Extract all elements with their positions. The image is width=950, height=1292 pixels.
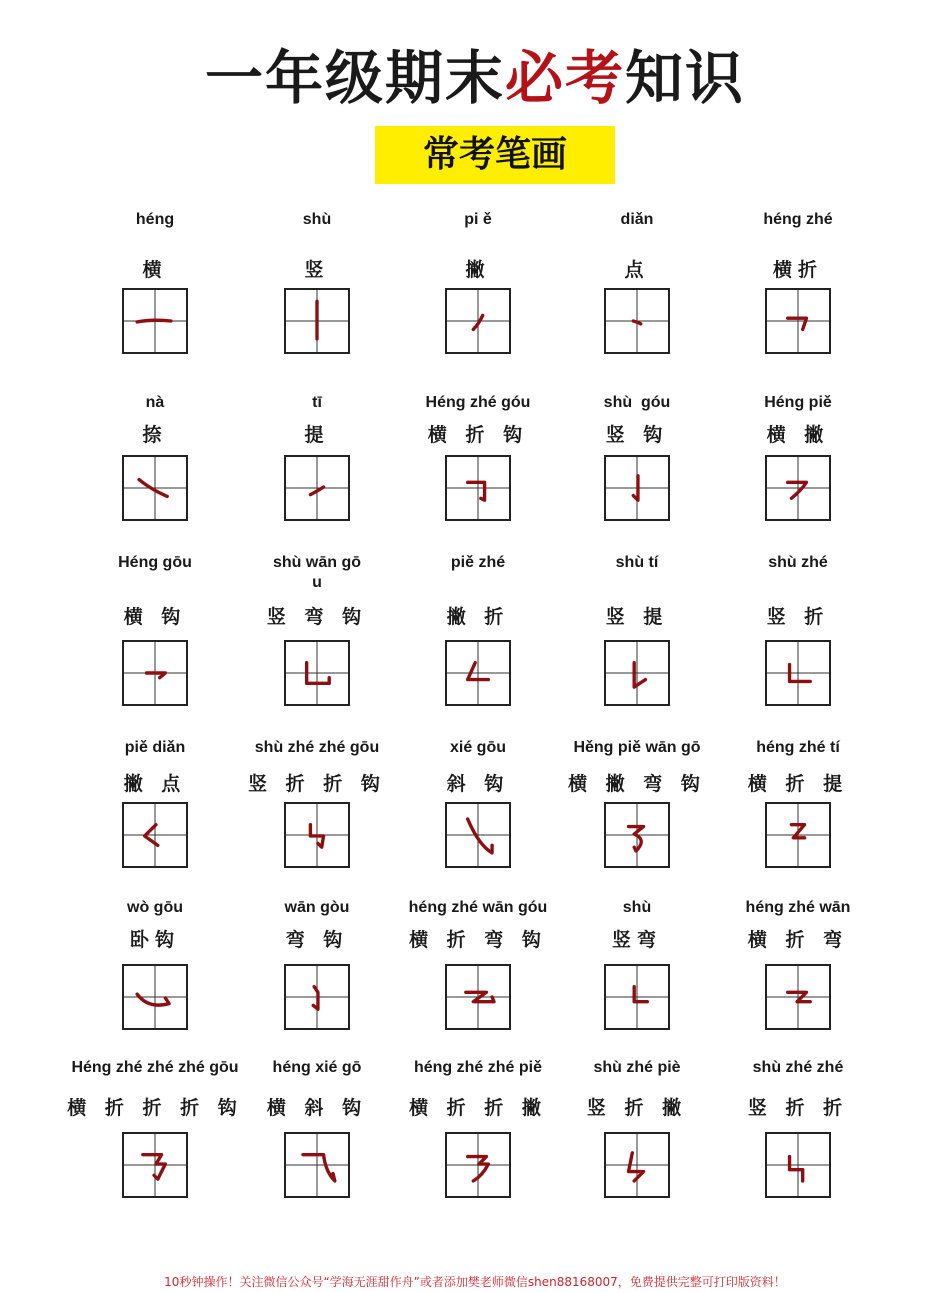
stroke-pinyin: héng zhé zhé piě <box>413 1059 542 1076</box>
tianzige-box <box>122 640 188 706</box>
stroke-path <box>137 320 171 322</box>
tianzige-box <box>284 455 350 521</box>
stroke-card <box>65 210 245 370</box>
stroke-name: 横 钩 <box>123 606 187 628</box>
stroke-path <box>468 663 489 680</box>
tianzige-box <box>284 288 350 354</box>
stroke-card <box>547 1058 727 1218</box>
stroke-hengzhezhepie-icon <box>447 1134 509 1196</box>
tianzige-box <box>122 802 188 868</box>
stroke-shuzhe-icon <box>767 642 829 704</box>
tianzige-box <box>765 455 831 521</box>
stroke-path <box>790 665 811 682</box>
stroke-path <box>313 987 318 1010</box>
tianzige-box <box>284 640 350 706</box>
page-title <box>0 42 950 114</box>
tianzige-box <box>765 640 831 706</box>
stroke-hengzheti-icon <box>767 804 829 866</box>
stroke-pie-icon <box>447 290 509 352</box>
stroke-path <box>139 480 167 497</box>
tianzige-box <box>765 964 831 1030</box>
stroke-pinyin: shù zhé zhé <box>752 1059 844 1076</box>
stroke-name: 横 <box>142 259 168 281</box>
stroke-path <box>634 663 645 687</box>
stroke-shuti-icon <box>606 642 668 704</box>
stroke-pinyin: shù wān gō u <box>273 554 361 591</box>
stroke-pinyin: pi ě <box>464 211 492 228</box>
title-highlight: 必考 <box>504 44 625 112</box>
stroke-pinyin: Hěng piě wān gō <box>573 739 701 756</box>
stroke-card <box>708 393 888 553</box>
tianzige-box <box>604 802 670 868</box>
stroke-pinyin: shù zhé zhé gōu <box>254 739 380 756</box>
stroke-name: 撇 折 <box>446 606 510 628</box>
stroke-name: 竖 折 <box>766 606 830 628</box>
stroke-pinyin: shù tí <box>615 554 659 571</box>
stroke-card <box>388 210 568 370</box>
stroke-path <box>468 482 485 500</box>
tianzige-box <box>284 964 350 1030</box>
stroke-name: 竖 弯 钩 <box>266 606 368 628</box>
stroke-pinyin: shù zhé piè <box>593 1059 681 1076</box>
tianzige-box <box>604 964 670 1030</box>
stroke-path <box>143 1155 166 1179</box>
stroke-hengzhe-icon <box>767 290 829 352</box>
tianzige-box <box>445 802 511 868</box>
stroke-path <box>788 318 807 329</box>
stroke-pinyin: nà <box>145 394 165 411</box>
stroke-name: 横 斜 钩 <box>266 1097 368 1119</box>
stroke-name: 竖 折 折 <box>747 1097 849 1119</box>
stroke-card <box>708 1058 888 1218</box>
stroke-name: 斜 钩 <box>446 773 510 795</box>
stroke-shuzhezhegou-icon <box>286 804 348 866</box>
tianzige-box <box>445 455 511 521</box>
stroke-name: 横 折 折 撇 <box>409 1097 547 1119</box>
stroke-card <box>547 898 727 1058</box>
tianzige-box <box>765 1132 831 1198</box>
tianzige-box <box>445 288 511 354</box>
stroke-name: 横 折 折 折 钩 <box>67 1097 243 1119</box>
stroke-name: 横 折 钩 <box>427 424 529 446</box>
stroke-name: 横 撇 弯 钩 <box>568 773 706 795</box>
stroke-hengzhegou-icon <box>447 457 509 519</box>
stroke-pinyin: héng zhé <box>763 211 833 228</box>
stroke-pinyin: shù zhé <box>768 554 828 571</box>
stroke-wogou-icon <box>124 966 186 1028</box>
stroke-name: 捺 <box>142 424 168 446</box>
stroke-piezhe-icon <box>447 642 509 704</box>
stroke-path <box>310 487 323 495</box>
tianzige-box <box>122 964 188 1030</box>
stroke-hengzhewan-icon <box>767 966 829 1028</box>
stroke-name: 竖 提 <box>605 606 669 628</box>
stroke-path <box>633 321 641 324</box>
tianzige-box <box>122 455 188 521</box>
tianzige-box <box>445 1132 511 1198</box>
stroke-pinyin: wān gòu <box>284 899 350 916</box>
stroke-card <box>65 1058 245 1218</box>
tianzige-box <box>604 640 670 706</box>
stroke-name: 竖 折 折 钩 <box>248 773 386 795</box>
stroke-pinyin: héng zhé wān góu <box>408 899 548 916</box>
tianzige-box <box>445 640 511 706</box>
stroke-pinyin: diǎn <box>620 211 654 228</box>
stroke-card <box>708 738 888 898</box>
stroke-card <box>65 393 245 553</box>
stroke-shuwangou-icon <box>286 642 348 704</box>
subtitle-banner: 常考笔画 <box>375 126 615 184</box>
tianzige-box <box>765 288 831 354</box>
stroke-hengzhewangou-icon <box>447 966 509 1028</box>
stroke-shuzhezhe-icon <box>767 1134 829 1196</box>
stroke-card <box>708 210 888 370</box>
stroke-path <box>629 827 644 851</box>
title-part1: 一年级期末 <box>204 44 505 112</box>
stroke-ti-icon <box>286 457 348 519</box>
stroke-card <box>547 553 727 713</box>
stroke-pinyin: tī <box>312 394 322 411</box>
stroke-card <box>388 1058 568 1218</box>
stroke-pinyin: wò gōu <box>127 899 183 916</box>
stroke-card <box>547 393 727 553</box>
stroke-pinyin: héng zhé wān <box>745 899 851 916</box>
stroke-name: 横折 <box>772 259 823 281</box>
title-part3: 知识 <box>625 44 746 112</box>
stroke-wangou-icon <box>286 966 348 1028</box>
stroke-pinyin: shù <box>302 211 332 228</box>
stroke-path <box>303 1155 335 1181</box>
stroke-card <box>388 393 568 553</box>
stroke-pinyin: Héng gōu <box>118 554 192 571</box>
stroke-card <box>547 210 727 370</box>
stroke-hengpiewangou-icon <box>606 804 668 866</box>
stroke-henggou-icon <box>124 642 186 704</box>
stroke-name: 横 折 提 <box>747 773 849 795</box>
tianzige-box <box>122 288 188 354</box>
stroke-card <box>227 1058 407 1218</box>
stroke-pinyin: Héng zhé góu <box>425 394 531 411</box>
stroke-pinyin: piě diǎn <box>124 739 186 756</box>
stroke-pinyin: Héng zhé zhé zhé gōu <box>71 1059 239 1076</box>
stroke-path <box>468 819 492 853</box>
stroke-card <box>227 898 407 1058</box>
stroke-card <box>547 738 727 898</box>
stroke-name: 横 折 弯 钩 <box>409 929 547 951</box>
stroke-pinyin: shù <box>622 899 652 916</box>
stroke-path <box>307 663 330 684</box>
stroke-name: 弯 钩 <box>285 929 349 951</box>
stroke-name: 横 折 弯 <box>747 929 849 951</box>
stroke-card <box>227 210 407 370</box>
stroke-path <box>137 994 169 1005</box>
stroke-name: 横 撇 <box>766 424 830 446</box>
stroke-card <box>227 553 407 713</box>
stroke-path <box>790 1157 803 1181</box>
stroke-path <box>145 825 158 846</box>
stroke-name: 撇 点 <box>123 773 187 795</box>
stroke-pinyin: héng zhé tí <box>756 739 840 756</box>
stroke-name: 提 <box>304 424 330 446</box>
stroke-path <box>633 476 638 500</box>
stroke-name: 卧钩 <box>129 929 180 951</box>
tianzige-box <box>284 1132 350 1198</box>
stroke-pinyin: piě zhé <box>450 554 506 571</box>
stroke-name: 撇 <box>465 259 491 281</box>
footer-note: 10秒钟操作！关注微信公众号“学海无涯甜作舟”或者添加樊老师微信shen88168007，免费提供完整可打印版资料！ <box>164 1275 786 1289</box>
stroke-piedian-icon <box>124 804 186 866</box>
stroke-xiegou-icon <box>447 804 509 866</box>
stroke-hengpie-icon <box>767 457 829 519</box>
stroke-path <box>634 987 647 1002</box>
stroke-shu-icon <box>286 290 348 352</box>
stroke-card <box>65 738 245 898</box>
stroke-pinyin: shù góu <box>603 394 671 411</box>
tianzige-box <box>284 802 350 868</box>
stroke-na-icon <box>124 457 186 519</box>
stroke-card <box>708 898 888 1058</box>
tianzige-box <box>604 1132 670 1198</box>
stroke-card <box>227 738 407 898</box>
stroke-name: 竖 <box>304 259 330 281</box>
stroke-card <box>708 553 888 713</box>
stroke-pinyin: xié gōu <box>449 739 506 756</box>
stroke-path <box>147 673 166 678</box>
stroke-name: 点 <box>624 259 650 281</box>
stroke-shuwan-icon <box>606 966 668 1028</box>
stroke-pinyin: Héng piě <box>764 394 832 411</box>
stroke-hengxiegou-icon <box>286 1134 348 1196</box>
stroke-pinyin: héng xié gō <box>272 1059 362 1076</box>
tianzige-box <box>445 964 511 1030</box>
stroke-path <box>629 1153 644 1181</box>
stroke-path <box>788 992 811 1001</box>
stroke-path <box>468 1157 489 1181</box>
stroke-name: 竖 折 撇 <box>586 1097 688 1119</box>
stroke-path <box>466 992 494 1001</box>
stroke-path <box>791 825 804 838</box>
stroke-path <box>788 482 807 498</box>
stroke-path <box>310 825 323 848</box>
stroke-shugou-icon <box>606 457 668 519</box>
stroke-dian-icon <box>606 290 668 352</box>
stroke-name: 竖 钩 <box>605 424 669 446</box>
stroke-name: 竖弯 <box>611 929 662 951</box>
stroke-card <box>227 393 407 553</box>
stroke-path <box>473 315 482 329</box>
stroke-card <box>388 738 568 898</box>
tianzige-box <box>765 802 831 868</box>
stroke-shuzhepie-icon <box>606 1134 668 1196</box>
tianzige-box <box>604 455 670 521</box>
tianzige-box <box>604 288 670 354</box>
stroke-card <box>388 898 568 1058</box>
stroke-card <box>65 898 245 1058</box>
stroke-hengzhezhezhegou-icon <box>124 1134 186 1196</box>
stroke-card <box>388 553 568 713</box>
stroke-heng-icon <box>124 290 186 352</box>
stroke-pinyin: héng <box>135 211 175 228</box>
tianzige-box <box>122 1132 188 1198</box>
